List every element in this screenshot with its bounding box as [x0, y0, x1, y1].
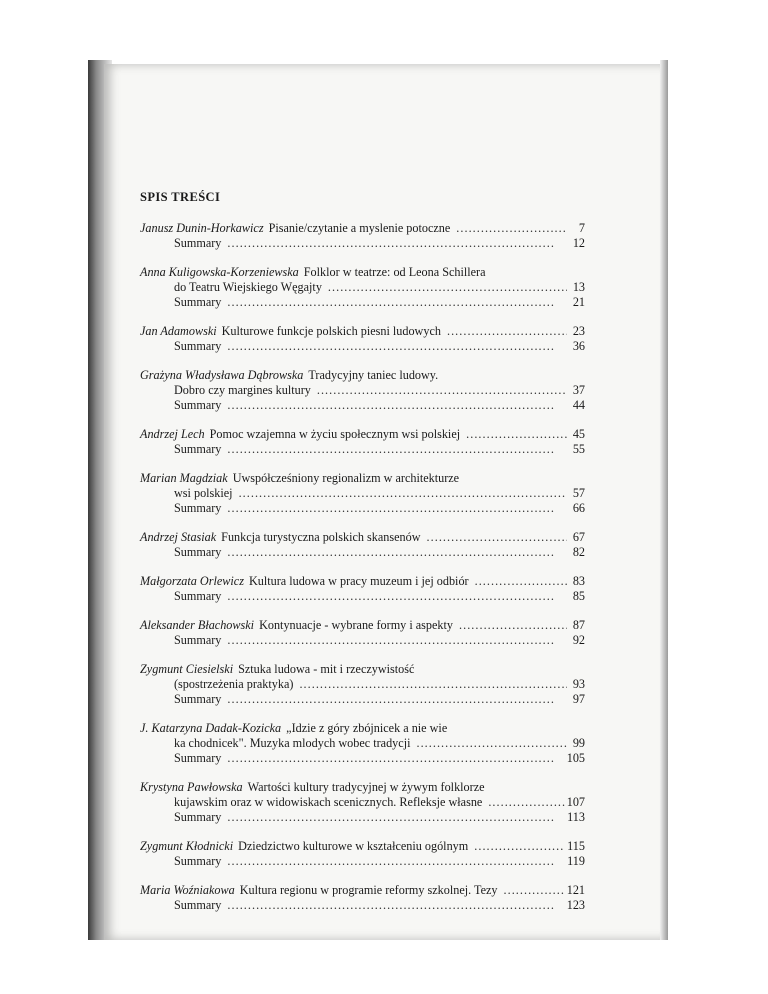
dot-leader [227, 442, 567, 457]
toc-entry-heading-line [140, 618, 585, 633]
page-number: 21 [572, 295, 585, 309]
toc-entry-text: Pisanie/czytanie a myslenie potoczne [268, 221, 451, 235]
toc-entry-heading-line [140, 427, 585, 442]
toc-entry-text: Sztuka ludowa - mit i rzeczywistość [238, 662, 415, 676]
toc-entry-text: Dobro czy margines kultury [174, 383, 311, 397]
dot-leader [227, 589, 567, 604]
page-number: 93 [572, 677, 585, 691]
toc-entry [140, 324, 585, 354]
toc-entry [140, 471, 585, 516]
toc-author: Jan Adamowski [140, 324, 217, 338]
page-number: 44 [572, 398, 585, 412]
dot-leader [227, 236, 567, 251]
toc-summary-line [140, 854, 585, 869]
toc-summary-line [140, 751, 585, 766]
dot-leader [227, 751, 564, 766]
toc-entry-text: Summary [174, 545, 222, 559]
toc-summary-line [140, 236, 585, 251]
toc-author: Janusz Dunin-Horkawicz [140, 221, 264, 235]
toc-entry-text: (spostrzeżenia praktyka) [174, 677, 294, 691]
toc-author: Zygmunt Kłodnicki [140, 839, 234, 853]
toc-author: Grażyna Władysława Dąbrowska [140, 368, 304, 382]
dot-leader [227, 633, 567, 648]
toc-continuation-line [140, 383, 585, 398]
toc-entry-text: Wartości kultury tradycyjnej w żywym folklorze [247, 780, 485, 794]
page-number: 67 [572, 530, 585, 544]
dot-leader [427, 530, 567, 545]
toc-entry-text: Summary [174, 810, 222, 824]
toc-author: Andrzej Stasiak [140, 530, 217, 544]
dot-leader [459, 618, 567, 633]
dot-leader [227, 501, 567, 516]
page-number: 85 [572, 589, 585, 603]
toc-entry-text: Summary [174, 398, 222, 412]
toc-entry-text: Summary [174, 295, 222, 309]
toc-entry-text: „Idzie z góry zbójnicek a nie wie [286, 721, 448, 735]
toc-summary-line [140, 810, 585, 825]
dot-leader [504, 883, 565, 898]
toc-summary-line [140, 501, 585, 516]
table-of-contents [140, 190, 585, 927]
dot-leader [456, 221, 567, 236]
toc-entry-text: Summary [174, 501, 222, 515]
page-number: 7 [578, 221, 585, 235]
page-number: 12 [572, 236, 585, 250]
toc-entry-text: Summary [174, 898, 222, 912]
page-number: 36 [572, 339, 585, 353]
toc-entry-text: Folklor w teatrze: od Leona Schillera [303, 265, 486, 279]
dot-leader [447, 324, 567, 339]
toc-entry-text: do Teatru Wiejskiego Węgajty [174, 280, 322, 294]
toc-entry [140, 883, 585, 913]
page-number: 45 [572, 427, 585, 441]
dot-leader [227, 854, 565, 869]
toc-entries [140, 221, 585, 913]
toc-author: Anna Kuligowska-Korzeniewska [140, 265, 299, 279]
toc-entry-text: Summary [174, 751, 222, 765]
dot-leader [227, 295, 567, 310]
toc-entry-text: Summary [174, 442, 222, 456]
toc-summary-line [140, 898, 585, 913]
toc-continuation-line [140, 677, 585, 692]
page-number: 107 [566, 795, 585, 809]
page-number: 115 [567, 839, 585, 853]
toc-summary-line [140, 295, 585, 310]
toc-summary-line [140, 589, 585, 604]
toc-entry-text: Kontynuacje - wybrane formy i aspekty [259, 618, 453, 632]
toc-entry-heading-line [140, 721, 585, 736]
toc-summary-line [140, 339, 585, 354]
toc-continuation-line [140, 795, 585, 810]
toc-continuation-line [140, 736, 585, 751]
toc-summary-line [140, 545, 585, 560]
toc-author: Małgorzata Orlewicz [140, 574, 244, 588]
toc-entry-text: Kulturowe funkcje polskich piesni ludowych [221, 324, 441, 338]
dot-leader [299, 677, 567, 692]
dot-leader [227, 398, 567, 413]
dot-leader [475, 574, 567, 589]
toc-entry [140, 839, 585, 869]
dot-leader [227, 339, 567, 354]
toc-author: Marian Magdziak [140, 471, 228, 485]
dot-leader [328, 280, 567, 295]
toc-continuation-line [140, 486, 585, 501]
page-number: 99 [572, 736, 585, 750]
toc-summary-line [140, 442, 585, 457]
toc-entry [140, 221, 585, 251]
toc-entry-text: kujawskim oraz w widowiskach scenicznych. Refleksje własne [174, 795, 483, 809]
toc-entry-heading-line [140, 471, 585, 486]
toc-entry [140, 265, 585, 310]
toc-continuation-line [140, 280, 585, 295]
toc-title: SPIS TREŚCI [140, 190, 221, 204]
toc-entry-heading-line [140, 574, 585, 589]
toc-summary-line [140, 398, 585, 413]
page-number: 92 [572, 633, 585, 647]
page-number: 83 [572, 574, 585, 588]
toc-author: Zygmunt Ciesielski [140, 662, 234, 676]
toc-summary-line [140, 692, 585, 707]
toc-author: Andrzej Lech [140, 427, 205, 441]
dot-leader [466, 427, 567, 442]
toc-entry-text: Pomoc wzajemna w życiu społecznym wsi polskiej [209, 427, 461, 441]
toc-summary-line [140, 633, 585, 648]
page-number: 82 [572, 545, 585, 559]
toc-entry-text: Summary [174, 854, 222, 868]
toc-entry-heading-line [140, 221, 585, 236]
scan-edge-right [660, 60, 668, 940]
toc-author: Maria Woźniakowa [140, 883, 235, 897]
toc-entry-heading-line [140, 780, 585, 795]
toc-entry-text: Summary [174, 236, 222, 250]
dot-leader [227, 692, 567, 707]
toc-entry-text: Kultura regionu w programie reformy szkolnej. Tezy [239, 883, 498, 897]
dot-leader [317, 383, 567, 398]
toc-entry-text: ka chodnicek". Muzyka mlodych wobec tradycji [174, 736, 411, 750]
toc-entry-text: Summary [174, 633, 222, 647]
toc-entry-heading-line [140, 368, 585, 383]
toc-author: Aleksander Błachowski [140, 618, 255, 632]
toc-entry-heading-line [140, 324, 585, 339]
dot-leader [227, 898, 564, 913]
toc-entry [140, 662, 585, 707]
dot-leader [239, 486, 567, 501]
toc-entry [140, 427, 585, 457]
page-number: 121 [566, 883, 585, 897]
page-number: 13 [572, 280, 585, 294]
page-number: 57 [572, 486, 585, 500]
page-number: 119 [567, 854, 585, 868]
dot-leader [488, 795, 564, 810]
dot-leader [416, 736, 567, 751]
page-number: 97 [572, 692, 585, 706]
toc-entry-heading-line [140, 265, 585, 280]
page-number: 113 [567, 810, 585, 824]
dot-leader [227, 810, 565, 825]
toc-entry-text: Dziedzictwo kulturowe w kształceniu ogólnym [238, 839, 469, 853]
toc-entry [140, 574, 585, 604]
toc-entry-text: Uwspółcześniony regionalizm w architekturze [232, 471, 460, 485]
toc-entry-text: wsi polskiej [174, 486, 233, 500]
toc-entry-text: Tradycyjny taniec ludowy. [308, 368, 439, 382]
page-number: 23 [572, 324, 585, 338]
toc-entry-heading-line [140, 839, 585, 854]
toc-entry [140, 780, 585, 825]
page-number: 123 [566, 898, 585, 912]
dot-leader [227, 545, 567, 560]
toc-entry-text: Funkcja turystyczna polskich skansenów [221, 530, 421, 544]
toc-entry-text: Summary [174, 589, 222, 603]
page-number: 37 [572, 383, 585, 397]
toc-entry [140, 530, 585, 560]
page-number: 55 [572, 442, 585, 456]
page-number: 105 [566, 751, 585, 765]
toc-entry-text: Summary [174, 339, 222, 353]
toc-entry [140, 721, 585, 766]
toc-author: Krystyna Pawłowska [140, 780, 243, 794]
toc-entry-heading-line [140, 883, 585, 898]
toc-entry [140, 368, 585, 413]
toc-entry-text: Summary [174, 692, 222, 706]
dot-leader [474, 839, 565, 854]
page-number: 66 [572, 501, 585, 515]
toc-entry-heading-line [140, 662, 585, 677]
toc-entry [140, 618, 585, 648]
toc-author: J. Katarzyna Dadak-Kozicka [140, 721, 282, 735]
toc-entry-text: Kultura ludowa w pracy muzeum i jej odbiór [248, 574, 469, 588]
page-number: 87 [572, 618, 585, 632]
toc-entry-heading-line [140, 530, 585, 545]
